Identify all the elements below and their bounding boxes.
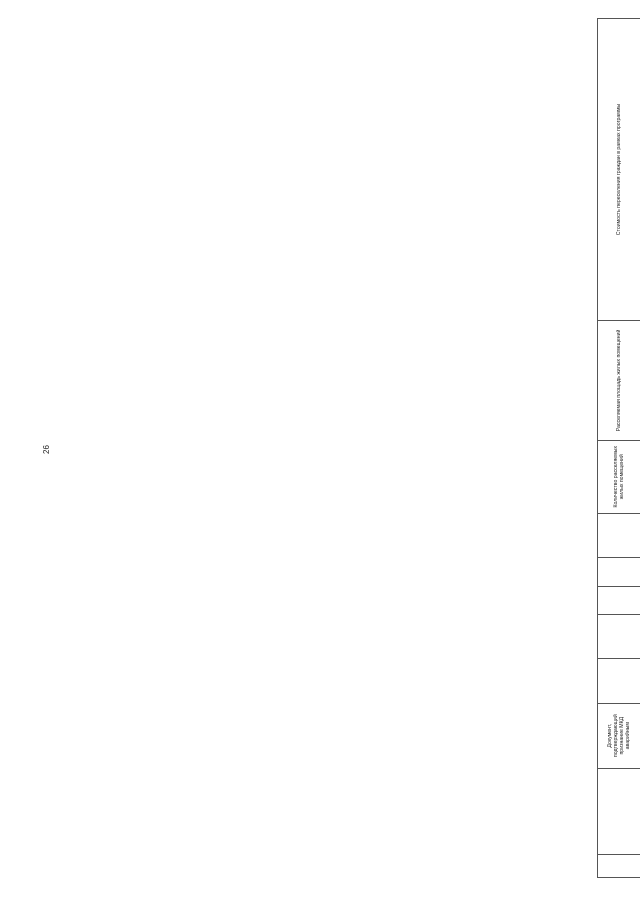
col-doc: Документ, подтверждающий признание МКД аварийным	[598, 703, 640, 768]
table-header	[598, 19, 640, 878]
col-area	[598, 513, 640, 557]
col-num	[598, 854, 640, 877]
col-premises-count: Количество расселяемых жилых помещений	[598, 440, 640, 513]
resettlement-table	[597, 18, 640, 878]
page-number: 26	[41, 445, 51, 454]
col-residents-planned	[598, 557, 640, 586]
col-address	[598, 768, 640, 854]
col-residents	[598, 586, 640, 615]
col-planned-demolish	[598, 615, 640, 659]
col-premises-area: Расселяемая площадь жилых помещений	[598, 321, 640, 441]
rotated-page	[597, 18, 640, 878]
col-planned-resettle	[598, 659, 640, 703]
col-cost: Стоимость переселения граждан в рамках программы	[598, 19, 640, 321]
